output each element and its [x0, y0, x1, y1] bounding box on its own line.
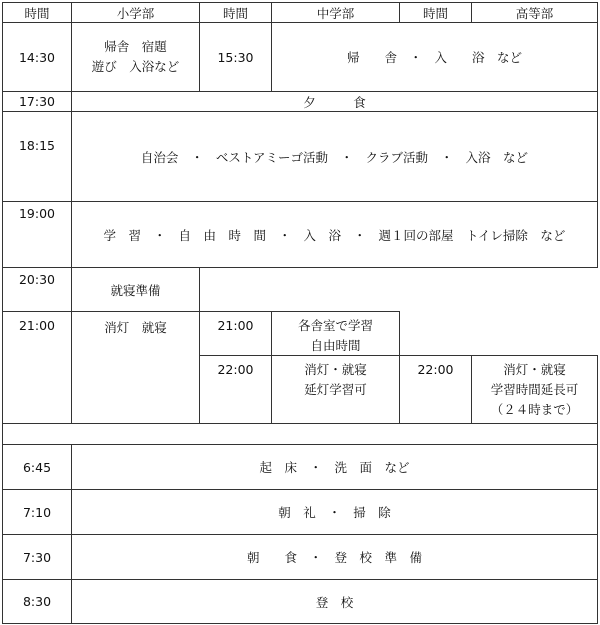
evening-activities: 自治会 ・ ベストアミーゴ活動 ・ クラブ活動 ・ 入浴 など — [71, 111, 598, 202]
time-730: 7:30 — [2, 534, 72, 580]
junior-study-text: 各舎室で学習 自由時間 — [297, 318, 373, 353]
separator-row — [2, 423, 598, 445]
elementary-afternoon-text: 帰舎 宿題 遊び 入浴など — [91, 39, 180, 74]
morning-assembly: 朝 礼 ・ 掃 除 — [71, 489, 598, 535]
header-time-3: 時間 — [399, 2, 472, 23]
time-1730: 17:30 — [2, 91, 72, 112]
header-time-2: 時間 — [199, 2, 272, 23]
senior-lights-out — [471, 355, 598, 424]
time-710: 7:10 — [2, 489, 72, 535]
junior-lights-out — [271, 355, 400, 424]
header-time-1: 時間 — [2, 2, 72, 23]
senior-lights-out-text: 消灯・就寝 学習時間延長可 （２４時まで） — [490, 362, 579, 417]
time-2200-junior: 22:00 — [199, 355, 272, 424]
breakfast: 朝 食 ・ 登 校 準 備 — [71, 534, 598, 580]
wake-up: 起 床 ・ 洗 面 など — [71, 444, 598, 490]
dinner: 夕 食 — [71, 91, 598, 112]
junior-lights-out-text: 消灯・就寝 延灯学習可 — [304, 362, 367, 397]
elementary-afternoon — [71, 22, 200, 92]
time-830: 8:30 — [2, 579, 72, 624]
bed-prep: 就寝準備 — [71, 267, 200, 312]
time-2100: 21:00 — [2, 311, 72, 424]
junior-study — [271, 311, 400, 356]
study-free-time: 学 習 ・ 自 由 時 間 ・ 入 浴 ・ 週１回の部屋 トイレ掃除 など — [71, 201, 598, 268]
go-to-school: 登 校 — [71, 579, 598, 624]
time-2200-senior: 22:00 — [399, 355, 472, 424]
time-2030: 20:30 — [2, 267, 72, 312]
time-645: 6:45 — [2, 444, 72, 490]
junior-senior-afternoon: 帰 舎 ・ 入 浴 など — [271, 22, 598, 92]
header-junior: 中学部 — [271, 2, 400, 23]
time-1430: 14:30 — [2, 22, 72, 92]
header-senior: 高等部 — [471, 2, 598, 23]
time-1815: 18:15 — [2, 111, 72, 202]
time-1530: 15:30 — [199, 22, 272, 92]
elementary-lights-out: 消灯 就寝 — [71, 311, 200, 424]
time-1900: 19:00 — [2, 201, 72, 268]
time-2100-junior: 21:00 — [199, 311, 272, 356]
header-elementary: 小学部 — [71, 2, 200, 23]
